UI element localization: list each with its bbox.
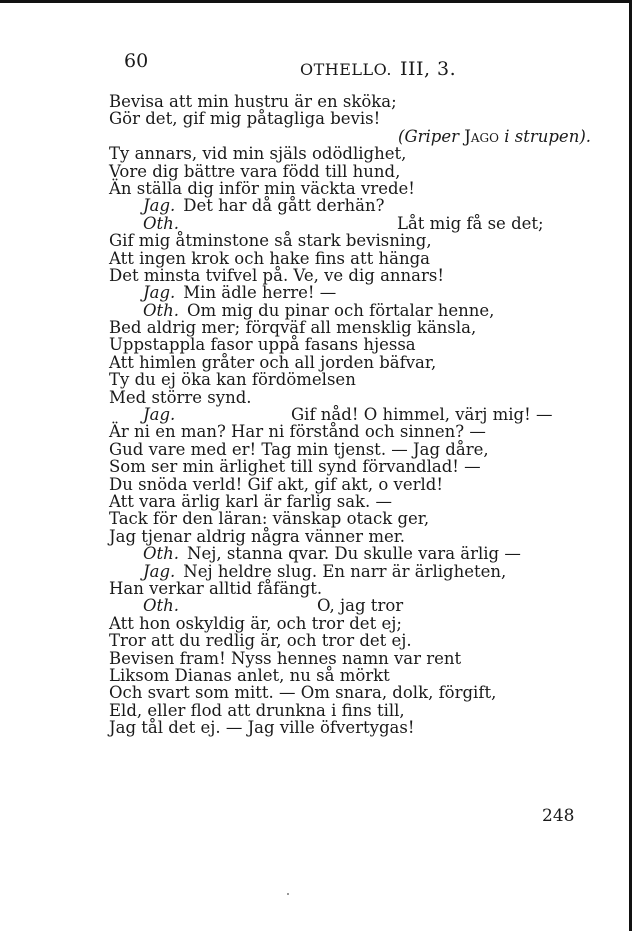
speaker-name: Oth. [143,596,180,616]
verse-line [105,615,605,632]
verse-line [105,667,605,684]
verse-line-text: Det minsta tvifvel på. Ve, ve dig annars! [109,265,444,285]
page-number: 60 [124,50,149,72]
stage-direction [398,127,591,146]
verse-line [105,510,605,527]
verse-line [105,197,605,214]
verse-line [105,545,605,562]
verse-line-text: Han verkar alltid fåfängt. [109,578,323,598]
verse-line-text: Och svart som mitt. — Om snara, dolk, förgift, [109,683,497,703]
verse-line-text: Jag tål det ej. — Jag ville öfvertygas! [109,718,415,738]
verse-line-text: Är ni en man? Har ni förstånd och sinnen? — [109,422,486,442]
verse-line-continuation: Gif nåd! O himmel, värj mig! — [291,405,553,425]
verse-line [105,597,605,614]
verse-line [105,423,605,440]
stage-direction-character: Jago [464,126,499,146]
verse-line-text: Om mig du pinar och förtalar henne, [187,300,495,320]
verse-line [105,476,605,493]
verse-line-text: Gud vare med er! Tag min tjenst. — Jag dåre, [109,439,489,459]
scan-edge-top [0,0,632,3]
verse-line [105,702,605,719]
running-head-title: OTHELLO. [300,60,392,79]
verse-line-text: Min ädle herre! — [183,283,337,303]
verse-line-text: Nej, stanna qvar. Du skulle vara ärlig — [187,544,521,564]
speaker-name: Oth. [143,300,180,320]
stage-direction-prefix: (Griper [398,126,465,146]
verse-line-text: Vore dig bättre vara född till hund, [109,161,401,181]
speaker-name: Jag. [143,196,176,216]
verse-line [105,458,605,475]
verse-line [105,267,605,284]
verse-line [105,719,605,736]
verse-line-text: Uppstappla fasor uppå fasans hjessa [109,335,416,355]
verse-line-text: Bevisa att min hustru är en sköka; [109,92,397,111]
running-head-act-scene: III, 3. [399,58,457,80]
verse-line-text: Att hon oskyldig är, och tror det ej; [109,613,402,633]
verse-line [105,650,605,667]
signature-number: 248 [542,806,575,826]
verse-line [105,684,605,701]
verse-line-text: Att vara ärlig karl är farlig sak. — [109,491,393,511]
verse-line [105,302,605,319]
verse-line-text: Gör det, gif mig påtagliga bevis! [109,109,381,129]
speaker-name: Jag. [143,405,176,425]
verse-line-text: Att ingen krok och hake fins att hänga [109,248,430,268]
verse-line-text: Att himlen gråter och all jorden bäfvar, [109,352,437,372]
verse-line-text: Med större synd. [109,387,252,407]
verse-line-text: Du snöda verld! Gif akt, gif akt, o verld! [109,474,443,494]
verse-line [105,284,605,301]
verse-line [105,163,605,180]
verse-line-text: Jag tjenar aldrig några vänner mer. [109,526,406,546]
speaker-name: Oth. [143,213,180,233]
verse-line [105,632,605,649]
verse-line-text: Tack för den läran: vänskap otack ger, [109,509,430,529]
verse-line-text: Nej heldre slug. En narr är ärligheten, [183,561,507,581]
verse-line-text: Eld, eller flod att drunkna i fins till, [109,700,405,720]
verse-line-continuation: Låt mig få se det; [397,213,544,233]
verse-line [105,441,605,458]
verse-line [105,336,605,353]
verse-line [105,528,605,545]
verse-line [105,180,605,197]
verse-line-text: Bevisen fram! Nyss hennes namn var rent [109,648,462,668]
verse-line-text: Än ställa dig inför min väckta vrede! [109,178,415,198]
speaker-name: Jag. [143,561,176,581]
verse-text [105,93,605,736]
verse-line [105,110,605,127]
verse-line [105,232,605,249]
verse-line [105,371,605,388]
verse-line [105,493,605,510]
verse-line-text: Det har då gått derhän? [183,196,385,216]
verse-line-text: Som ser min ärlighet till synd förvandlad! — [109,457,481,477]
verse-line [105,580,605,597]
verse-line-text: Ty du ej öka kan fördömelsen [109,370,356,390]
verse-line [105,319,605,336]
verse-line-text: Ty annars, vid min själs odödlighet, [109,144,407,164]
verse-line [105,406,605,423]
speaker-name: Jag. [143,283,176,303]
verse-line-text: Liksom Dianas anlet, nu så mörkt [109,665,390,685]
verse-line-text: Tror att du redlig är, och tror det ej. [109,631,412,651]
verse-line [105,354,605,371]
verse-line-continuation: O, jag tror [317,596,404,616]
verse-line [105,389,605,406]
verse-line [105,93,605,110]
verse-line [105,563,605,580]
running-head [300,58,456,80]
verse-line [105,145,605,162]
print-speck [287,893,289,895]
verse-line-text: Bed aldrig mer; förqväf all mensklig känsla, [109,318,477,338]
stage-direction-suffix: i strupen). [498,126,591,146]
verse-line [105,128,605,145]
speaker-name: Oth. [143,544,180,564]
verse-line [105,215,605,232]
verse-line [105,250,605,267]
verse-line-text: Gif mig åtminstone så stark bevisning, [109,231,432,251]
